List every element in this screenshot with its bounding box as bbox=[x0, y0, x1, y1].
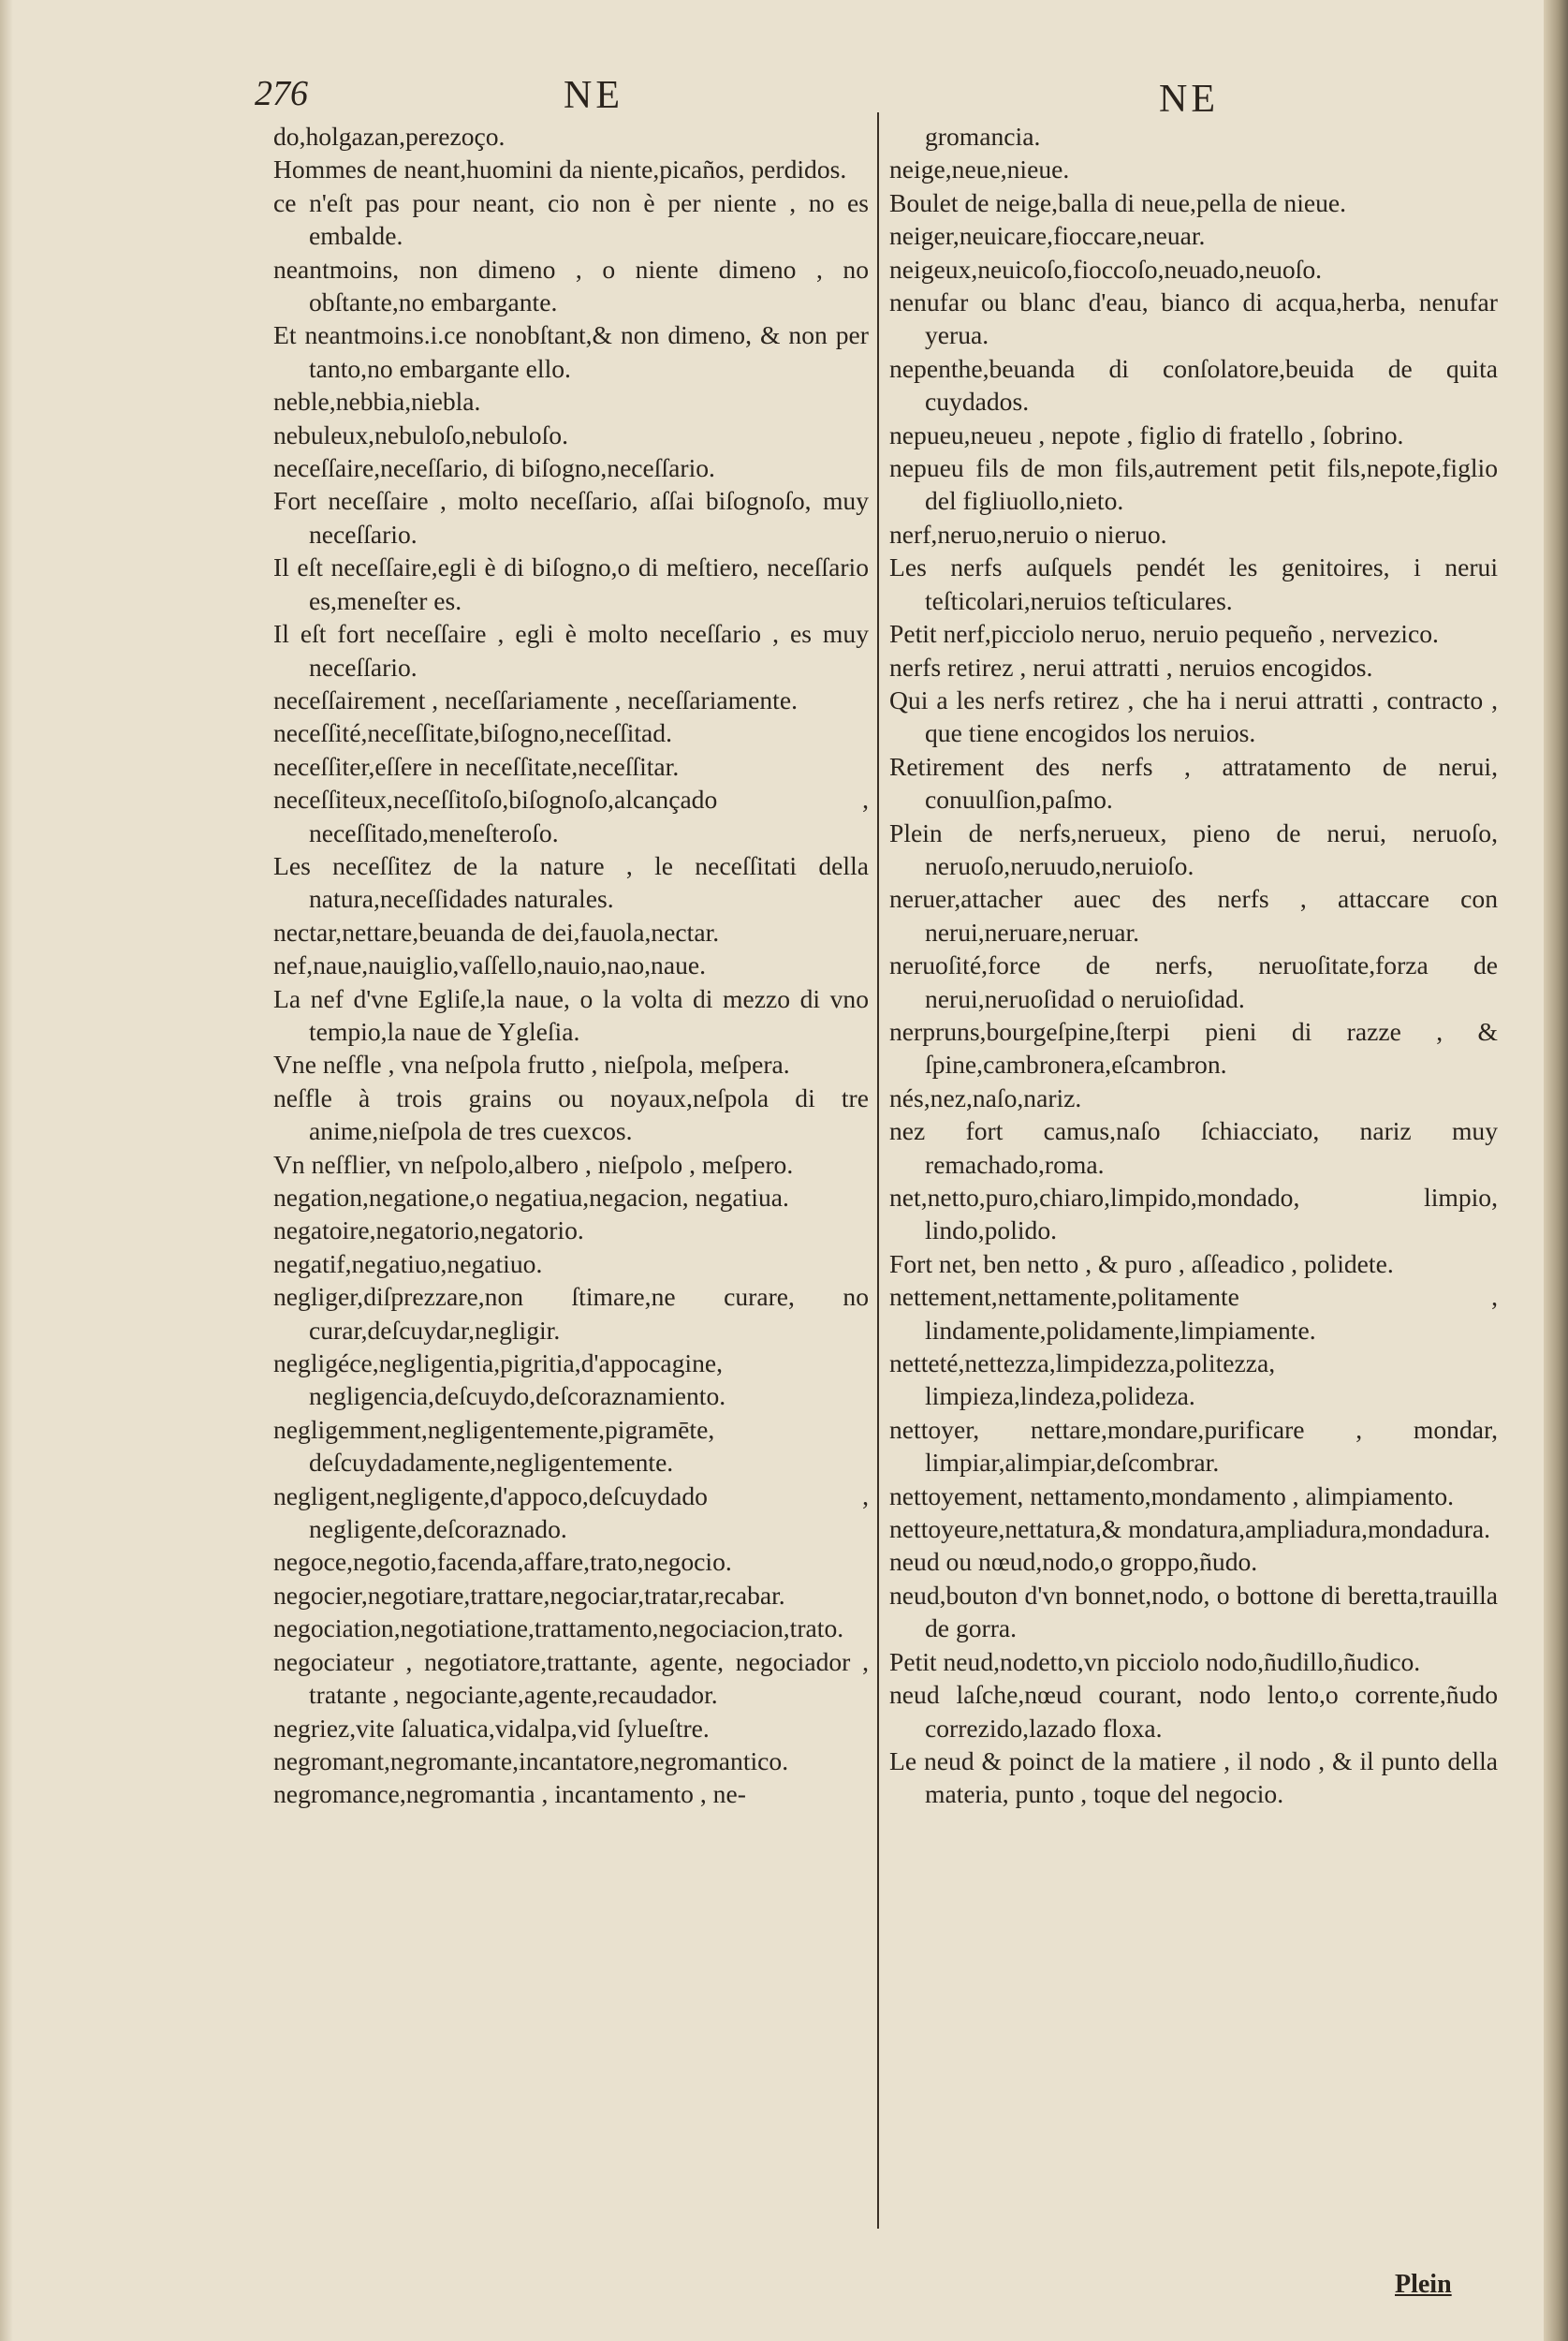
dictionary-entry: Il eſt fort neceſſaire , egli è molto neceſſario , es muy neceſſario. bbox=[273, 619, 869, 682]
dictionary-entry: negatif,negatiuo,negatiuo. bbox=[273, 1248, 543, 1278]
dictionary-entry: Petit neud,nodetto,vn picciolo nodo,ñudillo,ñudico. bbox=[889, 1646, 1421, 1676]
dictionary-entry: net,netto,puro,chiaro,limpido,mondado, limpio, lindo,polido. bbox=[889, 1183, 1498, 1245]
page-number: 276 bbox=[255, 74, 308, 113]
dictionary-entry: neruoſité,force de nerfs, neruoſitate,forza de nerui,neruoſidad o neruioſidad. bbox=[889, 950, 1498, 1013]
left-column bbox=[273, 120, 869, 1811]
dictionary-entry: Et neantmoins.i.ce nonobſtant,& non dimeno, & non per tanto,no embargante ello. bbox=[273, 320, 869, 383]
dictionary-entry: nepueu fils de mon fils,autrement petit fils,nepote,figlio del figliuollo,nieto. bbox=[889, 453, 1498, 516]
dictionary-entry: Fort net, ben netto , & puro , aſſeadico , polidete. bbox=[889, 1248, 1394, 1278]
dictionary-entry: nerpruns,bourgeſpine,ſterpi pieni di razze , & ſpine,cambronera,eſcambron. bbox=[889, 1016, 1498, 1080]
dictionary-entry-continuation: gromancia. bbox=[925, 122, 1041, 151]
dictionary-entry: netteté,nettezza,limpidezza,politezza, limpieza,lindeza,polideza. bbox=[889, 1348, 1276, 1411]
dictionary-entry: Les nerfs auſquels pendét les genitoires, i nerui teſticolari,neruios teſticulares. bbox=[889, 552, 1498, 615]
dictionary-entry: neud laſche,nœud courant, nodo lento,o corrente,ñudo correzido,lazado floxa. bbox=[889, 1680, 1498, 1743]
dictionary-entry: ce n'eſt pas pour neant, cio non è per niente , no es embalde. bbox=[273, 187, 869, 251]
dictionary-entry: neceſſairement , neceſſariamente , neceſſariamente. bbox=[273, 685, 798, 714]
dictionary-entry: negociateur , negotiatore,trattante, agente, negociador , tratante , negociante,agente,recaudador. bbox=[273, 1646, 869, 1710]
dictionary-entry: nettoyer, nettare,mondare,purificare , mondar, limpiar,alimpiar,deſcombrar. bbox=[889, 1414, 1498, 1478]
dictionary-entry: nenufar ou blanc d'eau, bianco di acqua,herba, nenufar yerua. bbox=[889, 287, 1498, 350]
dictionary-entry: neigeux,neuicoſo,fioccoſo,neuado,neuoſo. bbox=[889, 254, 1323, 284]
dictionary-entry: Les neceſſitez de la nature , le neceſſitati della natura,neceſſidades naturales. bbox=[273, 850, 869, 914]
dictionary-entry: Fort neceſſaire , molto neceſſario, aſſai biſognoſo, muy neceſſario. bbox=[273, 486, 869, 549]
dictionary-entry: negriez,vite ſaluatica,vidalpa,vid ſylueſtre. bbox=[273, 1713, 710, 1743]
dictionary-entry: Il eſt neceſſaire,egli è di biſogno,o di meſtiero, neceſſario es,meneſter es. bbox=[273, 552, 869, 615]
catchword: Plein bbox=[1395, 2270, 1452, 2299]
dictionary-entry: negatoire,negatorio,negatorio. bbox=[273, 1215, 584, 1245]
dictionary-entry: nebuleux,nebuloſo,nebuloſo. bbox=[273, 420, 568, 449]
dictionary-entry: nerfs retirez , nerui attratti , neruios encogidos. bbox=[889, 652, 1373, 682]
dictionary-entry: neiger,neuicare,fioccare,neuar. bbox=[889, 221, 1206, 251]
dictionary-entry: Le neud & poinct de la matiere , il nodo , & il punto della materia, punto , toque del negocio. bbox=[889, 1745, 1498, 1809]
dictionary-entry: Petit nerf,picciolo neruo, neruio pequeño , nervezico. bbox=[889, 619, 1439, 649]
dictionary-entry: Plein de nerfs,nerueux, pieno de nerui, neruoſo, neruoſo,neruudo,neruioſo. bbox=[889, 817, 1498, 880]
dictionary-entry: Vne neſfle , vna neſpola frutto , nieſpola, meſpera. bbox=[273, 1050, 790, 1080]
dictionary-entry: neceſſiteux,neceſſitoſo,biſognoſo,alcançado , neceſſitado,meneſteroſo. bbox=[273, 785, 869, 847]
dictionary-entry: nettement,nettamente,politamente , lindamente,polidamente,limpiamente. bbox=[889, 1282, 1498, 1345]
dictionary-entry: negromant,negromante,incantatore,negromantico. bbox=[273, 1745, 789, 1775]
dictionary-entry: nettoyement, nettamento,mondamento , alimpiamento. bbox=[889, 1480, 1455, 1510]
dictionary-entry: nerf,neruo,neruio o nieruo. bbox=[889, 519, 1167, 549]
dictionary-entry: negliger,diſprezzare,non ſtimare,ne curare, no curar,deſcuydar,negligir. bbox=[273, 1282, 869, 1345]
page-left-edge-shadow bbox=[0, 0, 13, 2341]
dictionary-entry: neige,neue,nieue. bbox=[889, 155, 1070, 184]
column-divider bbox=[877, 112, 879, 2229]
dictionary-entry: nettoyeure,nettatura,& mondatura,ampliadura,mondadura. bbox=[889, 1514, 1491, 1544]
dictionary-entry: nef,naue,nauiglio,vaſſello,nauio,nao,naue. bbox=[273, 950, 707, 980]
dictionary-entry: neceſſiter,eſſere in neceſſitate,neceſſitar. bbox=[273, 751, 680, 781]
dictionary-entry: nectar,nettare,beuanda de dei,fauola,nectar. bbox=[273, 917, 720, 947]
dictionary-entry: Vn neſflier, vn neſpolo,albero , nieſpolo , meſpero. bbox=[273, 1149, 794, 1179]
dictionary-entry: negocier,negotiare,trattare,negociar,tratar,recabar. bbox=[273, 1580, 785, 1610]
dictionary-entry: neud ou nœud,nodo,o groppo,ñudo. bbox=[889, 1547, 1258, 1577]
dictionary-entry: negoce,negotio,facenda,affare,trato,negocio. bbox=[273, 1547, 732, 1577]
book-spine-shadow bbox=[1544, 0, 1568, 2341]
dictionary-entry: Boulet de neige,balla di neue,pella de nieue. bbox=[889, 187, 1347, 217]
dictionary-entry: La nef d'vne Egliſe,la naue, o la volta di mezzo di vno tempio,la naue de Ygleſia. bbox=[273, 983, 869, 1046]
dictionary-entry: Hommes de neant,huomini da niente,picaños, perdidos. bbox=[273, 155, 847, 184]
running-head-right: NE bbox=[1159, 78, 1219, 121]
dictionary-entry: neud,bouton d'vn bonnet,nodo, o bottone di beretta,trauilla de gorra. bbox=[889, 1580, 1498, 1643]
dictionary-entry: nez fort camus,naſo ſchiacciato, nariz muy remachado,roma. bbox=[889, 1116, 1498, 1179]
dictionary-entry: Retirement des nerfs , attratamento de nerui, conuulſion,paſmo. bbox=[889, 751, 1498, 815]
dictionary-entry: neruer,attacher auec des nerfs , attaccare con nerui,neruare,neruar. bbox=[889, 884, 1498, 947]
dictionary-entry: neble,nebbia,niebla. bbox=[273, 387, 481, 417]
dictionary-entry: neſfle à trois grains ou noyaux,neſpola di tre anime,nieſpola de tres cuexcos. bbox=[273, 1082, 869, 1146]
dictionary-entry: negligent,negligente,d'appoco,deſcuydado , negligente,deſcoraznado. bbox=[273, 1480, 869, 1544]
dictionary-entry: nés,nez,naſo,nariz. bbox=[889, 1082, 1082, 1112]
right-column bbox=[889, 120, 1498, 1811]
running-head-left: NE bbox=[564, 74, 623, 117]
dictionary-entry: negligemment,negligentemente,pigramēte, deſcuydadamente,negligentemente. bbox=[273, 1414, 715, 1478]
dictionary-entry: negromance,negromantia , incantamento , ne- bbox=[273, 1779, 746, 1809]
dictionary-entry: neceſſaire,neceſſario, di biſogno,neceſſario. bbox=[273, 453, 715, 483]
dictionary-entry: negligéce,negligentia,pigritia,d'appocagine, negligencia,deſcuydo,deſcoraznamiento. bbox=[273, 1348, 726, 1411]
dictionary-entry: negociation,negotiatione,trattamento,negociacion,trato. bbox=[273, 1613, 844, 1643]
dictionary-entry: neantmoins, non dimeno , o niente dimeno , no obſtante,no embargante. bbox=[273, 254, 869, 317]
dictionary-entry: nepenthe,beuanda di conſolatore,beuida de quita cuydados. bbox=[889, 353, 1498, 417]
dictionary-entry: nepueu,neueu , nepote , figlio di fratello , ſobrino. bbox=[889, 420, 1404, 449]
dictionary-entry: negation,negatione,o negatiua,negacion, negatiua. bbox=[273, 1183, 789, 1212]
dictionary-entry: Qui a les nerfs retirez , che ha i nerui attratti , contracto , que tiene encogidos los neruios. bbox=[889, 685, 1498, 748]
dictionary-entry: do,holgazan,perezoço. bbox=[273, 122, 506, 151]
dictionary-entry: neceſſité,neceſſitate,biſogno,neceſſitad. bbox=[273, 718, 672, 748]
